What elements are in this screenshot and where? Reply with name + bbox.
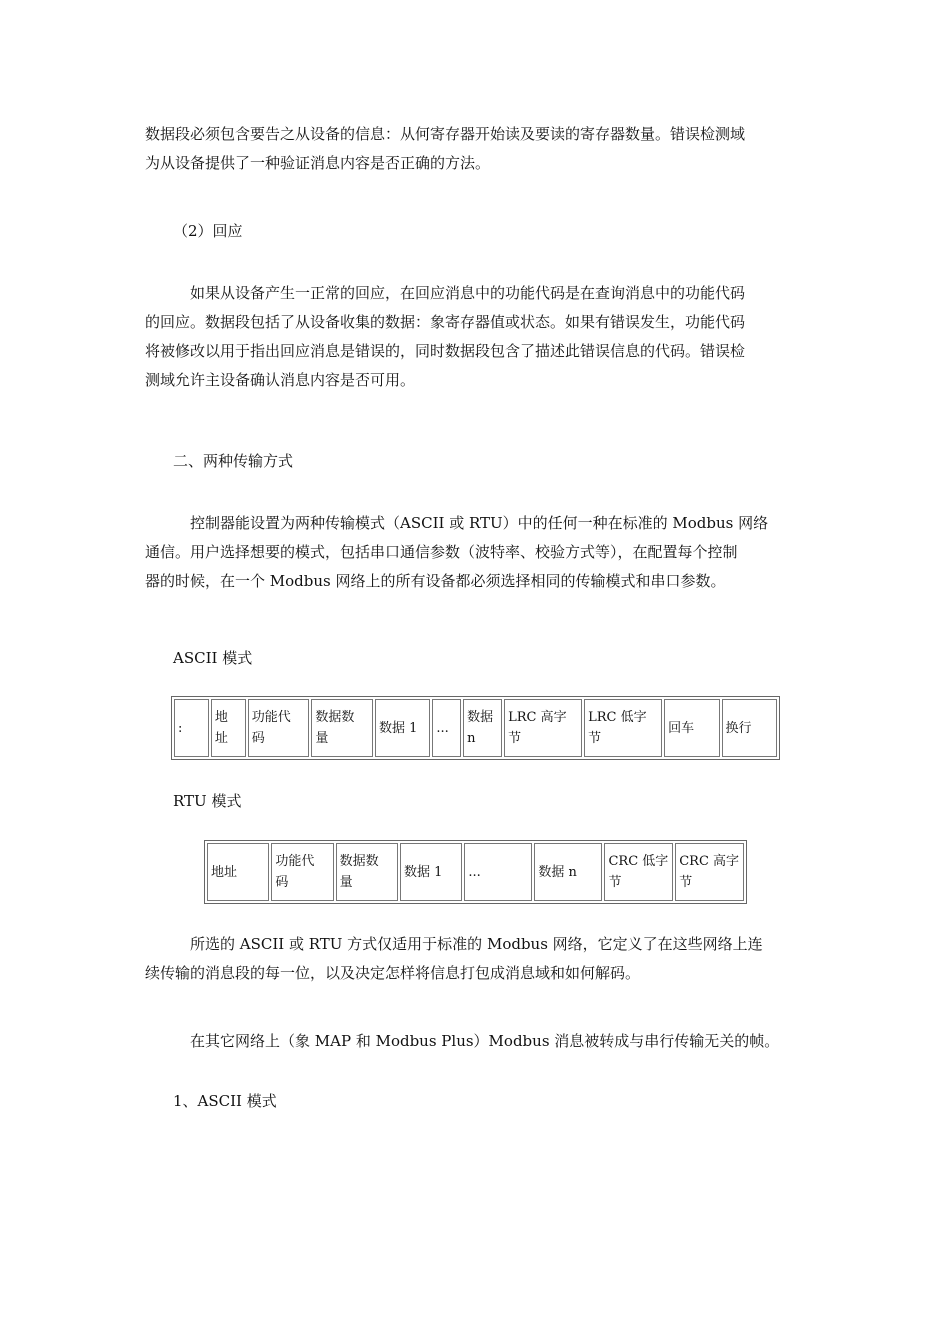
table-cell-lrc-high: LRC 高字 节 — [504, 699, 582, 757]
table-cell-data-n: 数据 n — [534, 843, 602, 901]
text-line: 续传输的消息段的每一位，以及决定怎样将信息打包成消息域和如何解码。 — [145, 964, 641, 982]
table-cell-lrc-low: LRC 低字 节 — [584, 699, 662, 757]
paragraph-query-data — [145, 120, 809, 178]
text-line: 测域允许主设备确认消息内容是否可用。 — [145, 371, 416, 389]
table-cell-ellipsis: ... — [464, 843, 532, 901]
table-cell-address: 地 址 — [211, 699, 246, 757]
text-line: 控制器能设置为两种传输模式（ASCII 或 RTU）中的任何一种在标准的 Modbus 网络 — [190, 514, 769, 532]
table-cell-carriage-return: 回车 — [664, 699, 719, 757]
subheading-response: （2）回应 — [173, 222, 243, 240]
text-line: 数据段必须包含要告之从设备的信息：从何寄存器开始读及要读的寄存器数量。错误检测域 — [145, 125, 746, 143]
text-line: 通信。用户选择想要的模式，包括串口通信参数（波特率、校验方式等），在配置每个控制 — [145, 543, 738, 561]
table-cell-crc-low: CRC 低字 节 — [604, 843, 673, 901]
ascii-frame-table — [171, 696, 780, 760]
table-cell-address: 地址 — [207, 843, 269, 901]
table-cell-data-count: 数据数 量 — [336, 843, 398, 901]
text-line: 如果从设备产生一正常的回应，在回应消息中的功能代码是在查询消息中的功能代码 — [190, 284, 746, 302]
text-line: 器的时候，在一个 Modbus 网络上的所有设备都必须选择相同的传输模式和串口参数。 — [145, 572, 726, 590]
section-heading-transmission-modes: 二、两种传输方式 — [173, 452, 294, 470]
table-row — [174, 699, 777, 757]
table-cell-data-1: 数据 1 — [400, 843, 462, 901]
table-cell-data-1: 数据 1 — [375, 699, 430, 757]
ascii-mode-label: ASCII 模式 — [173, 649, 253, 667]
text-line: 所选的 ASCII 或 RTU 方式仅适用于标准的 Modbus 网络，它定义了在这些网络上连 — [190, 935, 763, 953]
table-cell-function-code: 功能代 码 — [271, 843, 333, 901]
text-line: 为从设备提供了一种验证消息内容是否正确的方法。 — [145, 154, 491, 172]
text-line: 的回应。数据段包括了从设备收集的数据：象寄存器值或状态。如果有错误发生，功能代码 — [145, 313, 746, 331]
paragraph-mode-applicability — [145, 930, 809, 988]
paragraph-other-networks — [145, 1027, 809, 1056]
table-row — [207, 843, 744, 901]
text-line: 在其它网络上（象 MAP 和 Modbus Plus）Modbus 消息被转成与串行传输无关的帧。 — [190, 1032, 780, 1050]
rtu-frame-table — [204, 840, 747, 904]
paragraph-response — [145, 279, 809, 395]
table-cell-line-feed: 换行 — [722, 699, 777, 757]
subsection-heading-ascii-mode: 1、ASCII 模式 — [173, 1092, 277, 1110]
paragraph-transmission-modes — [145, 509, 809, 596]
table-cell-data-count: 数据数 量 — [311, 699, 373, 757]
text-line: 将被修改以用于指出回应消息是错误的，同时数据段包含了描述此错误信息的代码。错误检 — [145, 342, 746, 360]
table-cell-crc-high: CRC 高字 节 — [675, 843, 744, 901]
rtu-mode-label: RTU 模式 — [173, 792, 242, 810]
table-cell-start: : — [174, 699, 209, 757]
table-cell-ellipsis: ... — [432, 699, 461, 757]
table-cell-data-n: 数据 n — [463, 699, 502, 757]
table-cell-function-code: 功能代 码 — [248, 699, 310, 757]
